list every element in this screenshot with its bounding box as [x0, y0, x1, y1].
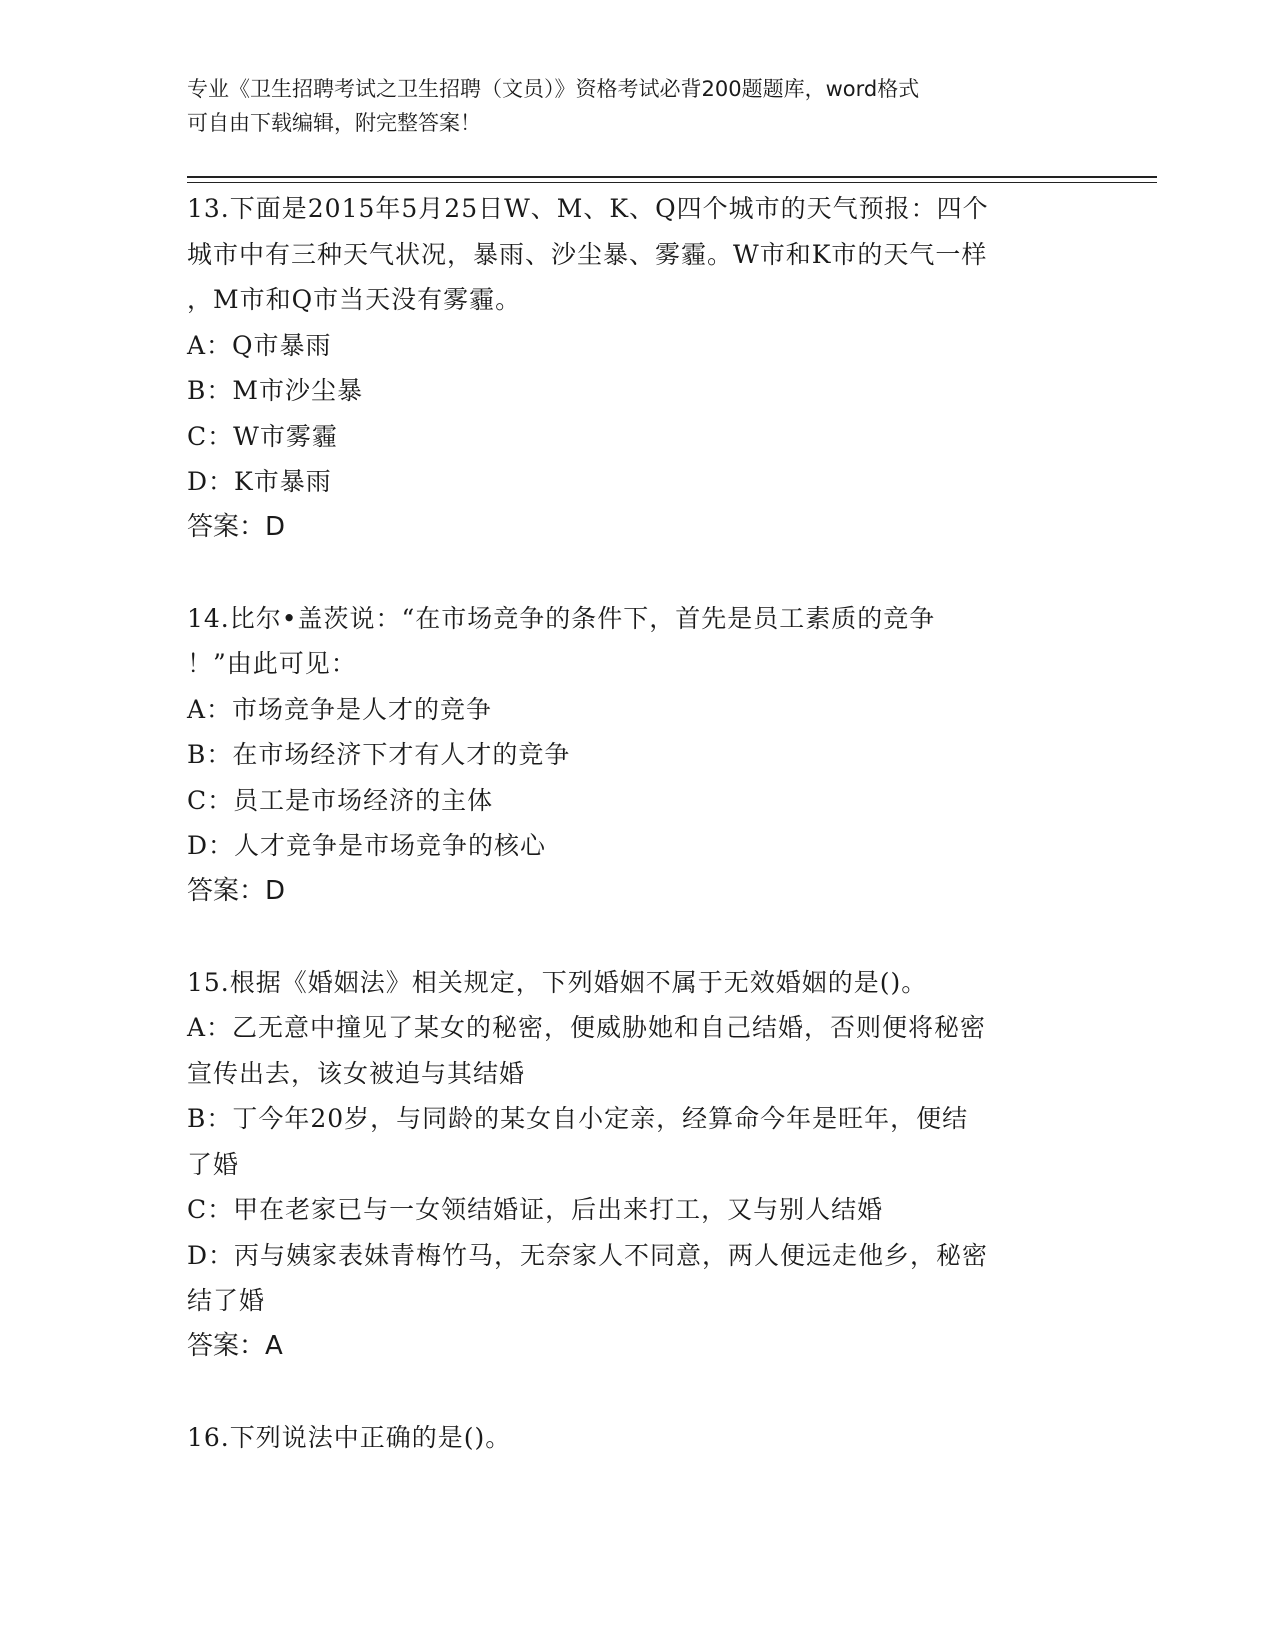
question-13: [187, 186, 1087, 550]
header-line-2: 可自由下载编辑，附完整答案！: [187, 111, 481, 135]
header-line-1: 专业《卫生招聘考试之卫生招聘（文员）》资格考试必背200题题库，word格式: [187, 77, 920, 101]
option-d: D：丙与姨家表妹青梅竹马，无奈家人不同意，两人便远走他乡，秘密: [187, 1240, 989, 1270]
question-stem-line: 15.根据《婚姻法》相关规定，下列婚姻不属于无效婚姻的是()。: [187, 967, 928, 997]
header-divider-thin: [187, 182, 1157, 183]
question-stem-line: 16.下列说法中正确的是()。: [187, 1422, 512, 1452]
option-c: C：员工是市场经济的主体: [187, 785, 494, 815]
answer-line: 答案：D: [187, 511, 286, 542]
question-stem-line: ！”由此可见：: [187, 649, 357, 678]
header-divider-thick: [187, 176, 1157, 178]
option-a: A：Q市暴雨: [187, 330, 332, 360]
question-spacer: [187, 1369, 1087, 1415]
option-b: B：丁今年20岁，与同龄的某女自小定亲，经算命今年是旺年，便结: [187, 1104, 969, 1133]
option-c: C：甲在老家已与一女领结婚证，后出来打工，又与别人结婚: [187, 1195, 884, 1224]
answer-line: 答案：D: [187, 875, 286, 906]
question-spacer: [187, 550, 1087, 596]
option-b: B：在市场经济下才有人才的竞争: [187, 740, 571, 769]
question-stem-line: 城市中有三种天气状况，暴雨、沙尘暴、雾霾。W市和K市的天气一样: [187, 239, 988, 269]
question-14: [187, 596, 1087, 915]
option-d: D：人才竞争是市场竞争的核心: [187, 831, 547, 860]
option-a-continued: 宣传出去，该女被迫与其结婚: [187, 1058, 526, 1088]
question-list: [187, 186, 1087, 1460]
answer-line: 答案：A: [187, 1330, 283, 1361]
question-16: [187, 1415, 1087, 1461]
option-a: A：乙无意中撞见了某女的秘密，便威胁她和自己结婚，否则便将秘密: [187, 1013, 987, 1042]
question-spacer: [187, 914, 1087, 960]
question-stem-line: 13.下面是2015年5月25日W、M、K、Q四个城市的天气预报：四个: [187, 194, 989, 223]
option-b: B：M市沙尘暴: [187, 376, 363, 405]
option-d-continued: 结了婚: [187, 1286, 266, 1315]
question-stem-line: 14.比尔•盖茨说：“在市场竞争的条件下，首先是员工素质的竞争: [187, 603, 936, 633]
option-c: C：W市雾霾: [187, 421, 338, 451]
option-d: D：K市暴雨: [187, 467, 332, 496]
question-15: [187, 960, 1087, 1370]
option-a: A：市场竞争是人才的竞争: [187, 694, 493, 724]
document-header: [187, 72, 1077, 140]
question-stem-line: ，M市和Q市当天没有雾霾。: [187, 285, 522, 314]
option-b-continued: 了婚: [187, 1149, 240, 1179]
